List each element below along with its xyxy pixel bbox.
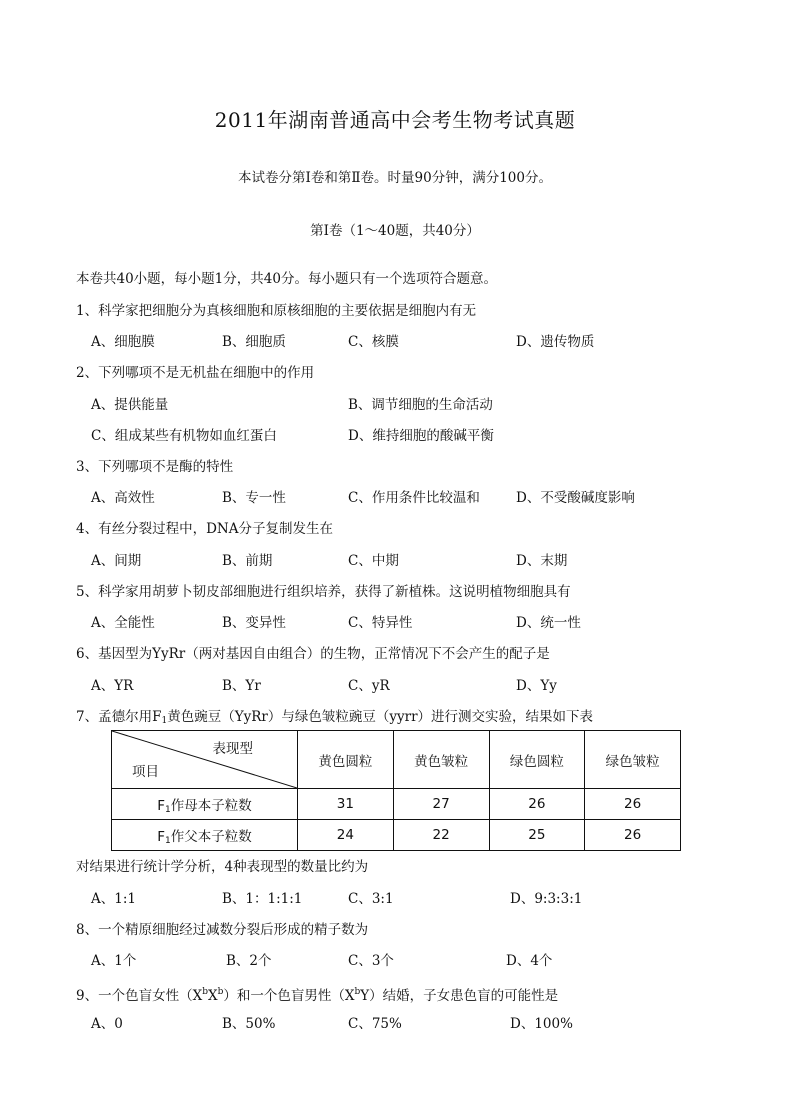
q4-option-b: B、前期 [222, 553, 273, 569]
q4-option-c: C、中期 [348, 553, 399, 569]
q9-option-a: A、0 [91, 1016, 123, 1032]
column-header: 绿色圆粒 [489, 731, 585, 789]
q9-option-c: C、75% [348, 1016, 402, 1032]
q9-option-d: D、100% [510, 1016, 573, 1032]
q9-stem-part: ）和一个色盲男性（X [223, 988, 355, 1004]
table-cell: 26 [585, 820, 681, 851]
corner-header-item: 项目 [132, 764, 159, 780]
q3-option-b: B、专一性 [222, 490, 286, 506]
q7-stem-subscript: 1 [161, 716, 168, 726]
q9-option-b: B、50% [222, 1016, 276, 1032]
q3-option-a: A、高效性 [91, 490, 155, 506]
table-row [112, 789, 681, 820]
q9-stem-part: X [207, 988, 218, 1004]
q8-option-a: A、1个 [91, 953, 137, 969]
q2-option-b: B、调节细胞的生命活动 [348, 397, 493, 413]
q6-option-d: D、Yy [516, 678, 557, 694]
q1-option-a: A、细胞膜 [91, 334, 155, 350]
row-label-part: 作父本子粒数 [170, 828, 252, 845]
table-header-row [112, 731, 681, 789]
row-label-part: F [157, 797, 166, 814]
q3-option-d: D、不受酸碱度影响 [516, 490, 635, 506]
row-label [112, 789, 298, 820]
q2-option-c: C、组成某些有机物如血红蛋白 [91, 428, 277, 444]
question-2-stem: 2、下列哪项不是无机盐在细胞中的作用 [76, 365, 315, 381]
q7-option-a: A、1:1 [91, 891, 136, 907]
column-header: 黄色皱粒 [393, 731, 489, 789]
q9-stem-part: 9、一个色盲女性（X [76, 988, 203, 1004]
question-7-followup: 对结果进行统计学分析，4种表现型的数量比约为 [76, 859, 369, 875]
q7-stem-part: 黄色豌豆（YyRr）与绿色皱粒豌豆（yyrr）进行测交实验，结果如下表 [167, 709, 594, 725]
row-label-part: F [157, 828, 166, 845]
question-9-stem [76, 983, 558, 1005]
table-cell: 31 [298, 789, 394, 820]
exam-intro: 本试卷分第Ⅰ卷和第Ⅱ卷。时量90分钟，满分100分。 [238, 170, 552, 186]
q7-stem-part: 7、孟德尔用F [76, 709, 162, 725]
q9-stem-part: Y）结婚，子女患色盲的可能性是 [360, 988, 559, 1004]
question-1-stem: 1、科学家把细胞分为真核细胞和原核细胞的主要依据是细胞内有无 [76, 303, 477, 319]
q9-superscript: b [202, 987, 208, 997]
question-6-stem: 6、基因型为YyRr（两对基因自由组合）的生物，正常情况下不会产生的配子是 [76, 646, 550, 662]
q7-option-b: B、1：1:1:1 [222, 891, 303, 907]
row-label-part: 作母本子粒数 [170, 797, 252, 814]
q2-option-a: A、提供能量 [91, 397, 169, 413]
table-cell: 27 [393, 789, 489, 820]
q6-option-b: B、Yr [222, 678, 261, 694]
q1-option-c: C、核膜 [348, 334, 399, 350]
q6-option-c: C、yR [348, 678, 390, 694]
row-label [112, 820, 298, 851]
question-5-stem: 5、科学家用胡萝卜韧皮部细胞进行组织培养，获得了新植株。这说明植物细胞具有 [76, 584, 571, 600]
column-header: 黄色圆粒 [298, 731, 394, 789]
section-title: 第Ⅰ卷（1～40题，共40分） [310, 223, 480, 239]
q5-option-b: B、变异性 [222, 615, 286, 631]
q9-superscript: b [354, 987, 361, 997]
question-3-stem: 3、下列哪项不是酶的特性 [76, 459, 234, 475]
q2-option-d: D、维持细胞的酸碱平衡 [348, 428, 494, 444]
test-cross-table [111, 730, 681, 851]
row-label-subscript: 1 [165, 804, 171, 815]
q6-option-a: A、YR [91, 678, 134, 694]
q1-option-d: D、遗传物质 [516, 334, 595, 350]
table-corner-cell [112, 731, 298, 789]
q7-option-d: D、9:3:3:1 [510, 891, 583, 907]
table-cell: 26 [489, 789, 585, 820]
question-8-stem: 8、一个精原细胞经过减数分裂后形成的精子数为 [76, 922, 369, 938]
corner-header-phenotype: 表现型 [212, 741, 253, 757]
q8-option-c: C、3个 [348, 953, 394, 969]
question-4-stem: 4、有丝分裂过程中，DNA分子复制发生在 [76, 521, 333, 537]
q8-option-b: B、2个 [226, 953, 272, 969]
q5-option-d: D、统一性 [516, 615, 581, 631]
table-cell: 25 [489, 820, 585, 851]
q5-option-a: A、全能性 [91, 615, 155, 631]
row-label-subscript: 1 [165, 835, 171, 846]
table-cell: 24 [298, 820, 394, 851]
column-header: 绿色皱粒 [585, 731, 681, 789]
q5-option-c: C、特异性 [348, 615, 413, 631]
q7-option-c: C、3:1 [348, 891, 394, 907]
table-cell: 22 [393, 820, 489, 851]
page-title: 2011年湖南普通高中会考生物考试真题 [214, 108, 576, 132]
q4-option-a: A、间期 [91, 553, 142, 569]
q4-option-d: D、末期 [516, 553, 568, 569]
table-row [112, 820, 681, 851]
table-cell: 26 [585, 789, 681, 820]
instructions: 本卷共40小题，每小题1分，共40分。每小题只有一个选项符合题意。 [76, 271, 497, 287]
q3-option-c: C、作用条件比较温和 [348, 490, 480, 506]
q8-option-d: D、4个 [506, 953, 553, 969]
q9-superscript: b [217, 987, 224, 997]
question-7-stem [76, 708, 593, 730]
q1-option-b: B、细胞质 [222, 334, 286, 350]
